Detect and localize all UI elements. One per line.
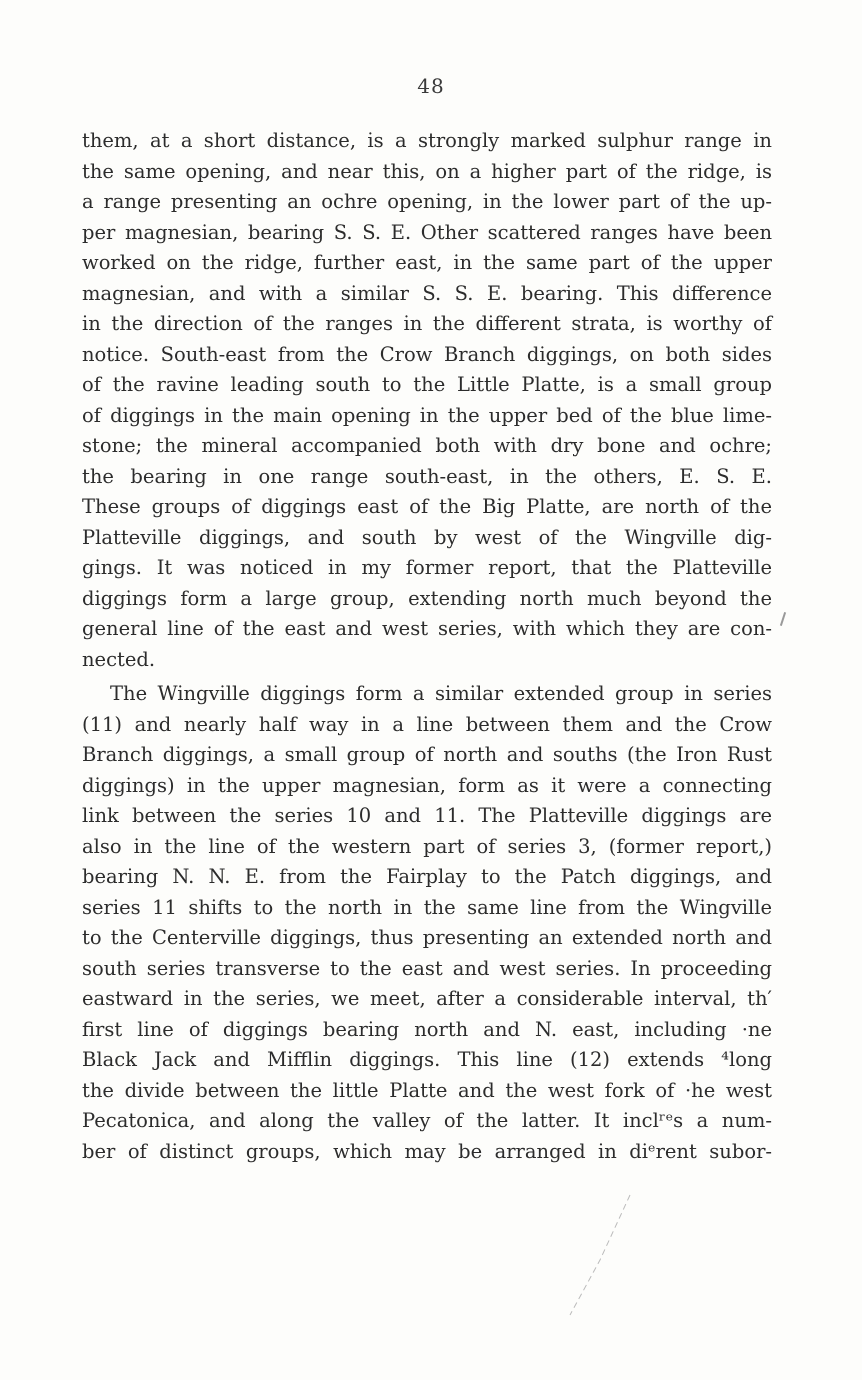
text-line: general line of the east and west series, with which they are con- [82,617,772,640]
text-line: diggings) in the upper magnesian, form as it were a connecting [82,773,772,797]
text-line: (11) and nearly half way in a line between them and the Crow [82,712,772,736]
stray-pencil-stroke [560,1190,640,1320]
text-line: the divide between the little Platte and the west fork of ·he west [82,1078,772,1102]
text-line: magnesian, and with a similar S. S. E. bearing. This difference [82,281,772,305]
text-line: per magnesian, bearing S. S. E. Other scattered ranges have been [82,220,772,244]
text-line: nected. [82,647,156,671]
text-line: of the ravine leading south to the Little Platte, is a small group [82,373,772,396]
text-line: them, at a short distance, is a strongly marked sulphur range in [82,129,772,152]
text-line: eastward in the series, we meet, after a considerable interval, th′ [82,987,772,1010]
text-line: ber of distinct groups, which may be arranged in diᵉrent subor- [82,1139,772,1163]
text-line: diggings form a large group, extending north much beyond the [82,586,772,610]
text-line: worked on the ridge, further east, in the same part of the upper [82,251,772,274]
text-line: notice. South-east from the Crow Branch diggings, on both sides [82,342,772,366]
text-line: the bearing in one range south-east, in the others, E. S. E. [82,464,772,488]
text-line: link between the series 10 and 11. The Platteville diggings are [82,804,772,827]
text-line: also in the line of the western part of series 3, (former report,) [82,834,772,858]
text-line: series 11 shifts to the north in the same line from the Wingville [82,895,772,919]
text-line: These groups of diggings east of the Big Platte, are north of the [82,495,772,518]
body-text [82,126,772,1167]
text-line: The Wingville diggings form a similar extended group in series [110,682,772,705]
text-line: in the direction of the ranges in the different strata, is worthy of [82,312,772,335]
margin-mark [780,612,786,626]
text-line: a range presenting an ochre opening, in the lower part of the up- [82,190,772,213]
text-line: first line of diggings bearing north and N. east, including ·ne [82,1017,772,1041]
text-line: to the Centerville diggings, thus presenting an extended north and [82,926,772,949]
page-number: 48 [417,74,445,98]
text-line: stone; the mineral accompanied both with dry bone and ochre; [82,434,772,457]
text-line: south series transverse to the east and west series. In proceeding [82,956,772,980]
text-line: the same opening, and near this, on a higher part of the ridge, is [82,159,772,183]
text-line: bearing N. N. E. from the Fairplay to the Patch diggings, and [82,865,772,888]
text-line: of diggings in the main opening in the upper bed of the blue lime- [82,403,772,427]
text-line: Branch diggings, a small group of north and souths (the Iron Rust [82,743,772,766]
text-line: gings. It was noticed in my former report, that the Platteville [82,556,772,579]
text-line: Pecatonica, and along the valley of the latter. It inclʳᵉs a num- [82,1109,772,1132]
text-line: Platteville diggings, and south by west of the Wingville dig- [82,525,772,549]
text-line: Black Jack and Mifflin diggings. This line (12) extends ⁴long [82,1048,772,1071]
